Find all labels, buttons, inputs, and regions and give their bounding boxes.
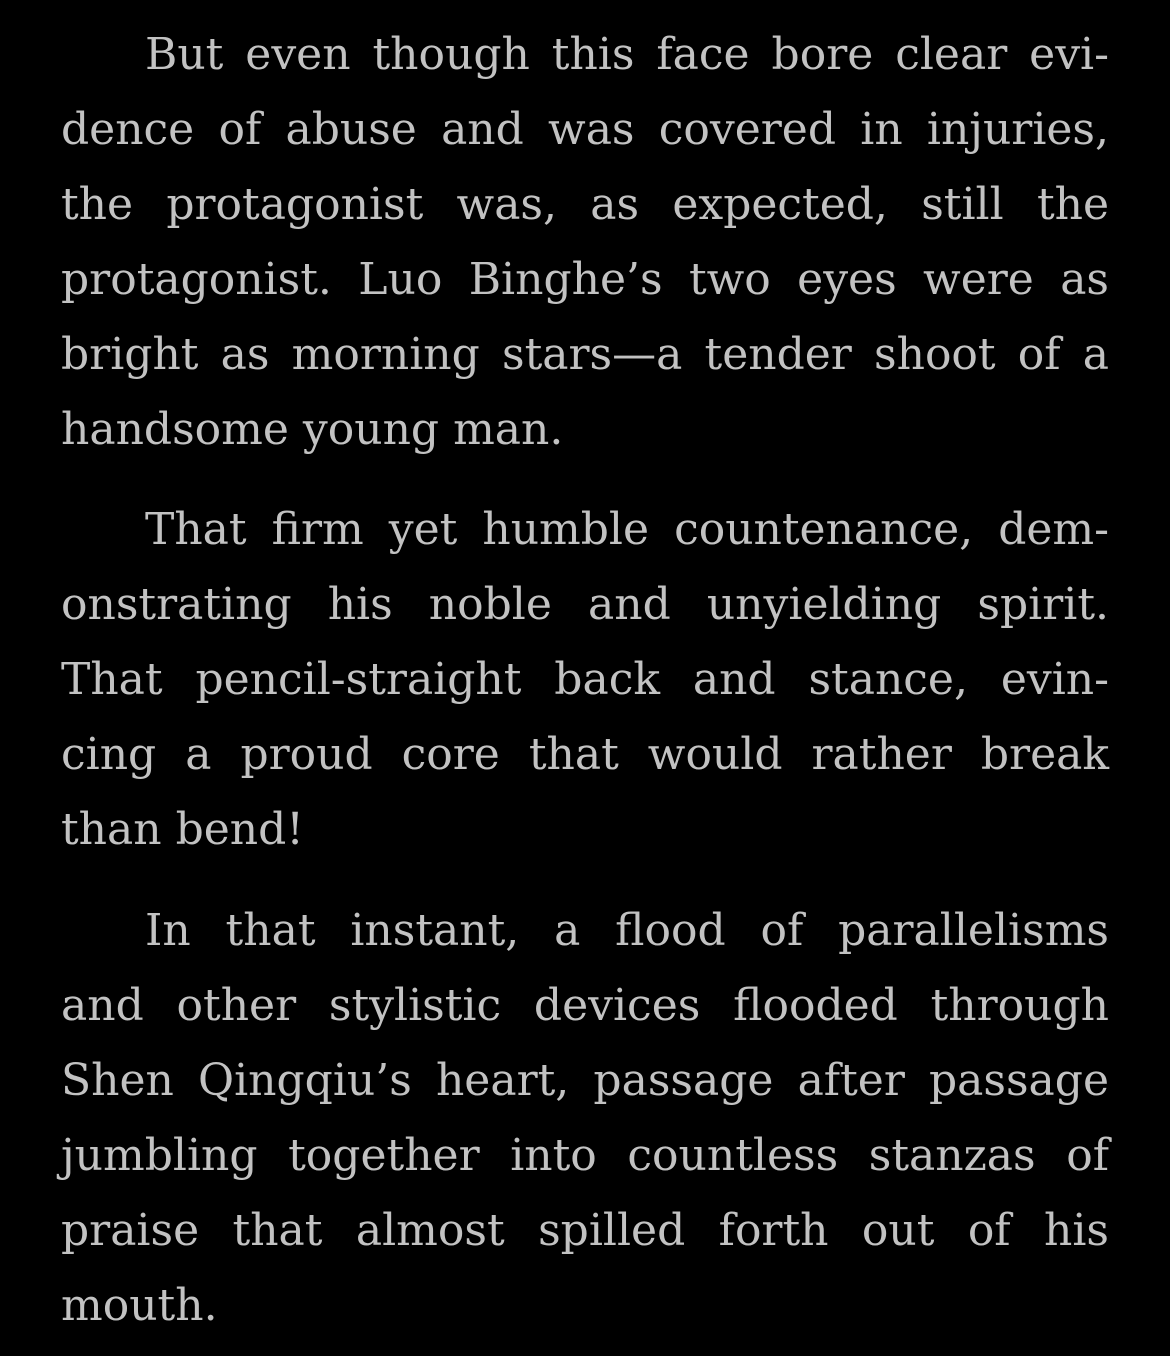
- paragraph-line: and other stylistic devices flooded through: [61, 980, 1109, 1031]
- paragraph-line: That firm yet humble countenance, dem-: [145, 504, 1109, 555]
- paragraph-line: In that instant, a flood of parallelisms: [145, 905, 1109, 956]
- paragraph-line: than bend!: [61, 804, 304, 855]
- paragraph-line: dence of abuse and was covered in injuries,: [61, 104, 1109, 155]
- paragraph-line: Shen Qingqiu’s heart, passage after passage: [61, 1055, 1109, 1106]
- paragraph-line: jumbling together into countless stanzas of: [61, 1130, 1109, 1181]
- paragraph-line: the protagonist was, as expected, still the: [61, 179, 1109, 230]
- paragraph-line: That pencil-straight back and stance, evin-: [61, 654, 1109, 705]
- paragraph-line: mouth.: [61, 1280, 218, 1331]
- paragraph-line: cing a proud core that would rather break: [61, 729, 1109, 780]
- paragraph-line: protagonist. Luo Binghe’s two eyes were as: [61, 254, 1109, 305]
- paragraph-line: handsome young man.: [61, 404, 564, 455]
- paragraph-line: bright as morning stars—a tender shoot of a: [61, 329, 1109, 380]
- paragraph-line: praise that almost spilled forth out of his: [61, 1205, 1109, 1256]
- paragraph-line: onstrating his noble and unyielding spirit.: [61, 579, 1109, 630]
- paragraph-line: But even though this face bore clear evi-: [145, 29, 1109, 80]
